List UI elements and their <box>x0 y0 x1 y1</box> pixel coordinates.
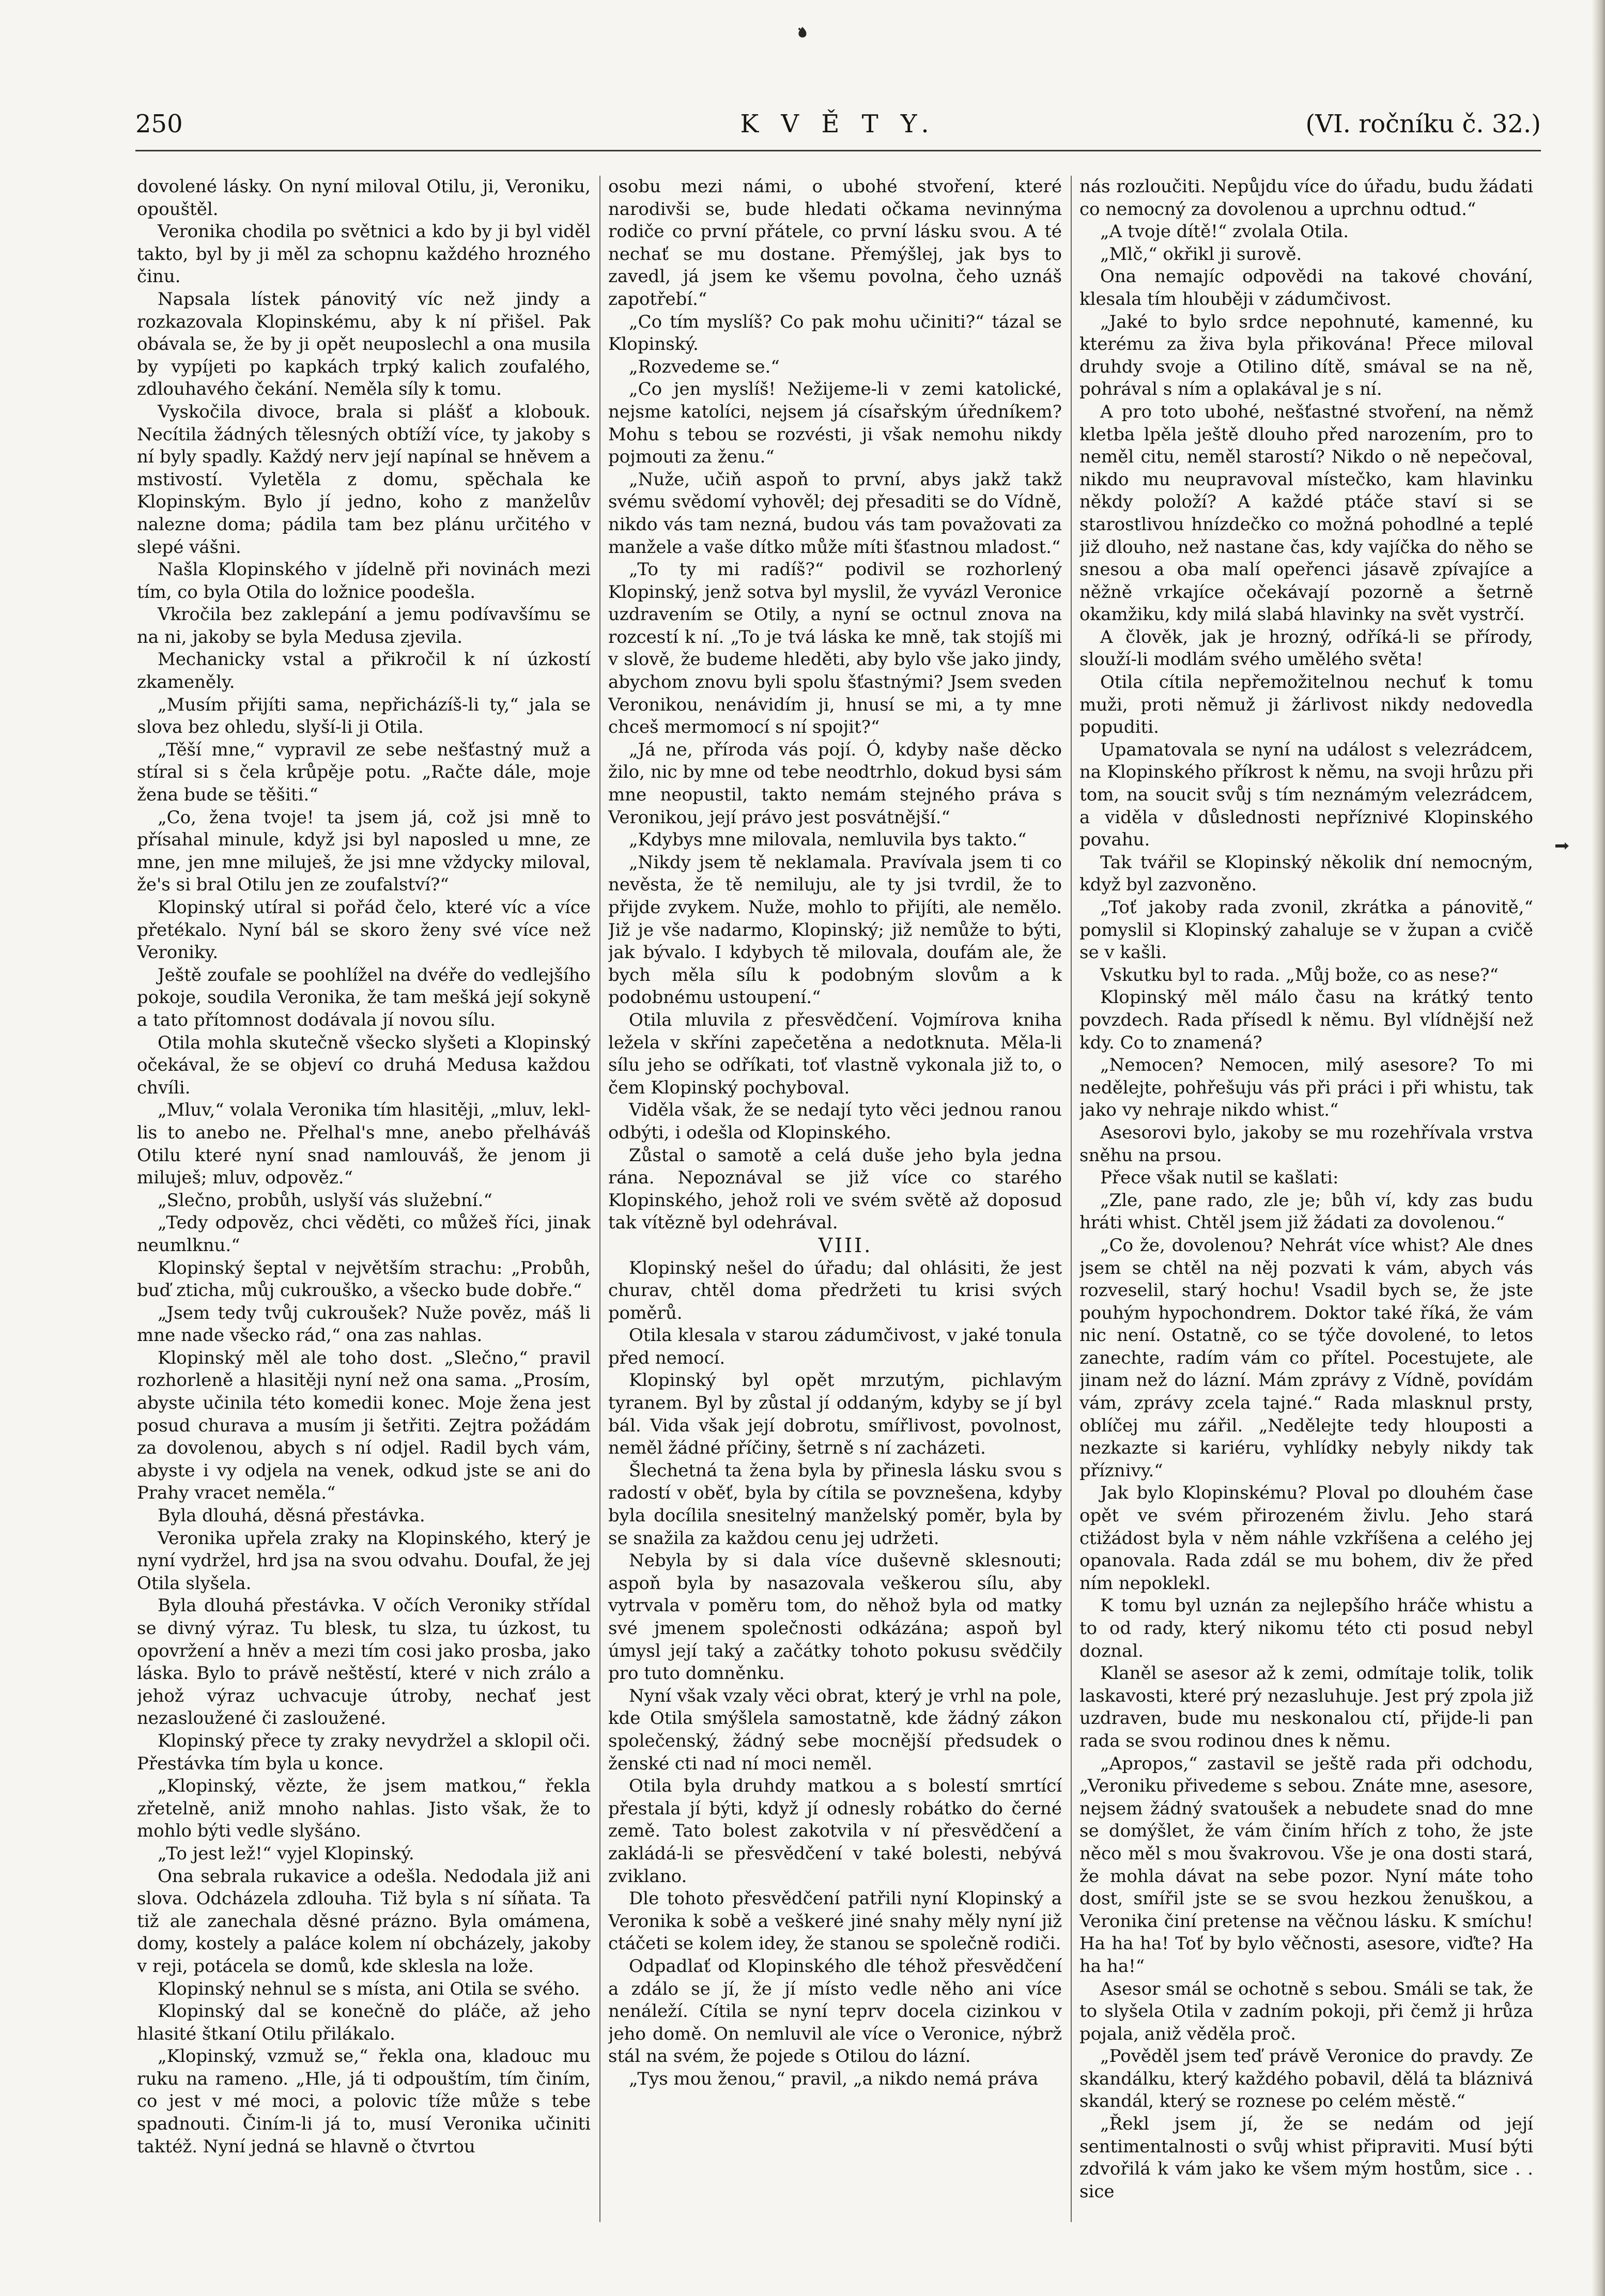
column-divider <box>599 176 600 2222</box>
paragraph: Klopinský nešel do úřadu; dal ohlásiti, že jest churav, chtěl doma předržeti tu krisi svých poměrů. <box>608 1257 1062 1323</box>
margin-arrow-icon <box>1555 842 1569 850</box>
paragraph: „Klopinský, vězte, že jsem matkou,“ řekla zřetelně, aniž mnoho nahlas. Jisto však, že to mohlo býti vedle slyšáno. <box>137 1776 591 1842</box>
paragraph: Jak bylo Klopinskému? Ploval po dlouhém čase opět ve svém přirozeném živlu. Jeho stará ctižádost byla v něm náhle vzkříšena a celého jej opanovala. Rada zdál se mu bohem, div že před ním nepoklekl. <box>1079 1483 1533 1594</box>
paragraph: Klopinský byl opět mrzutým, pichlavým tyranem. Byl by zůstal jí oddaným, kdyby se jí byl bál. Vida však její dobrotu, smířlivost, povolnost, neměl žádné příčiny, šetrně s ní zacházeti. <box>608 1370 1062 1459</box>
paragraph: Ona nemajíc odpovědi na takové chování, klesala tím hlouběji v zádumčivost. <box>1079 266 1533 310</box>
paragraph: Viděla však, že se nedají tyto věci jednou ranou odbýti, i odešla od Klopinského. <box>608 1100 1062 1143</box>
paragraph: „Já ne, příroda vás pojí. Ó, kdyby naše děcko žilo, nic by mne od tebe neodtrhlo, dokud bysi sám mne neopustil, takto nemám stejného práva s Veronikou, její právo jest posvátnější.“ <box>608 739 1062 828</box>
paragraph: A člověk, jak je hrozný, odříká-li se přírody, slouží-li modlám svého umělého světa! <box>1079 626 1533 670</box>
text-column-1 <box>137 176 591 2222</box>
journal-title: K V Ě T Y. <box>740 110 936 138</box>
paragraph: „Mlč,“ okřikl ji surově. <box>1100 243 1302 265</box>
paragraph: „Klopinský, vzmuž se,“ řekla ona, kladouc mu ruku na rameno. „Hle, já ti odpouštím, tím činím, co jest v mé moci, a polovic tíže může s tebe spadnouti. Činím-li já to, musí Veronika učiniti taktéž. Nyní jedná se hlavně o čtvrtou <box>137 2046 591 2157</box>
paragraph: Otila mluvila z přesvědčení. Vojmírova kniha ležela v skříni zapečetěna a nedotknuta. Měla-li sílu jeho se odříkati, toť vlastně vykonala již to, o čem Klopinský pochyboval. <box>608 1009 1062 1098</box>
paragraph: „Apropos,“ zastavil se ještě rada při odchodu, „Veroniku přivedeme s sebou. Znáte mne, asesore, nejsem žádný svatoušek a nebudete snad do mne se domýšlet, že vám činím hřích z toho, že jste něco měl s mou švakrovou. Vše je ona dosti stará, že mohla dávat na sebe pozor. Nyní máte toho dost, smířil jste se se svou hezkou ženuškou, a Veronika činí pretense na věčnou lásku. K smíchu! Ha ha ha! Toť by bylo věčnosti, asesore, viďte? Ha ha ha!“ <box>1079 1753 1533 1977</box>
paragraph: Šlechetná ta žena byla by přinesla lásku svou s radostí v oběť, byla by cítila se povznešena, kdyby byla docílila snesitelný manželský poměr, byla by se snažila za každou cenu jej udržeti. <box>608 1460 1062 1549</box>
paragraph: „Nikdy jsem tě neklamala. Pravívala jsem ti co nevěsta, že tě nemiluju, ale ty jsi tvrdil, že to přijde zvykem. Nuže, mohlo to přijíti, ale nemělo. Již je vše nadarmo, Klopinský; již nemůže to býti, jak bývalo. I kdybych tě milovala, doufám ale, že bych měla sílu k podobným slovům a k podobnému ustoupení.“ <box>608 852 1062 1008</box>
paragraph: Našla Klopinského v jídelně při novinách mezi tím, co byla Otila do ložnice poodešla. <box>137 559 591 603</box>
paragraph: „To jest lež!“ vyjel Klopinský. <box>158 1843 414 1864</box>
paragraph: „Jaké to bylo srdce nepohnuté, kamenné, ku kterému za živa byla přikována! Přece miloval druhdy svoje a Otilino dítě, smával se na ně, pohrával s ním a oplakával je s ní. <box>1079 311 1533 400</box>
paragraph: Nebyla by si dala více duševně sklesnouti; aspoň byla by nasazovala veškerou sílu, aby vytrvala v poměru tom, do něhož byla od matky své jmenem společnosti odkázána; aspoň byl úmysl její taký a začátky tohoto pokusu svědčily pro tuto domněnku. <box>608 1550 1062 1684</box>
paragraph: Klopinský utíral si pořád čelo, které víc a více přetékalo. Nyní bál se skoro ženy své více než Veroniky. <box>137 897 591 963</box>
paragraph: Otila cítila nepřemožitelnou nechuť k tomu muži, proti němuž ji žárlivost nikdy nedovedla popuditi. <box>1079 672 1533 738</box>
paragraph: „Musím přijíti sama, nepřicházíš-li ty,“ jala se slova bez ohledu, slyší-li ji Otila. <box>137 694 591 738</box>
paragraph: „Zle, pane rado, zle je; bůh ví, kdy zas budu hráti whist. Chtěl jsem již žádati za dovolenou.“ <box>1079 1190 1533 1234</box>
volume-note: (VI. ročníku č. 32.) <box>1305 110 1541 138</box>
paragraph: „Co, žena tvoje! ta jsem já, což jsi mně to přísahal minule, když jsi byl naposled u mne, ze mne, jen mne miluješ, že jsi mne vždycky miloval, že's si bral Otilu jen ze zoufalství?“ <box>137 807 591 896</box>
paragraph: Napsala lístek pánovitý víc než jindy a rozkazovala Klopinskému, aby k ní přišel. Pak obávala se, že by ji opět neuposlechl a ona musila by vypíjeti po kapkách trpký kalich zoufalého, zdlouhavého čekání. Neměla síly k tomu. <box>137 288 591 400</box>
paragraph: Klopinský měl málo času na krátký tento povzdech. Rada přísedl k němu. Byl vlídnější než kdy. Co to znamená? <box>1079 987 1533 1053</box>
paragraph: Přece však nutil se kašlati: <box>1100 1167 1339 1189</box>
paragraph: „Tedy odpověz, chci věděti, co můžeš říci, jinak neumlknu.“ <box>137 1212 591 1256</box>
paragraph: „Nuže, učiň aspoň to první, abys jakž takž svému svědomí vyhověl; dej přesaditi se do Vídně, nikdo vás tam nezná, budou vás tam považovati za manžele a vaše dítko může míti šťastnou mladost.“ <box>608 469 1062 558</box>
paragraph: Dle tohoto přesvědčení patřili nyní Klopinský a Veronika k sobě a veškeré jiné snahy měly nyní již ctáčeti se kolem idey, že stanou se společně rodiči. <box>608 1888 1062 1954</box>
paragraph: Mechanicky vstal a přikročil k ní úzkostí zkameněly. <box>137 649 591 693</box>
paragraph: Zůstal o samotě a celá duše jeho byla jedna rána. Nepoznával se již více co starého Klopinského, jehož roli ve svém světě až doposud tak vítězně byl odehrával. <box>608 1145 1062 1234</box>
paragraph: „Toť jakoby rada zvonil, zkrátka a pánovitě,“ pomyslil si Klopinský zahaluje se v župan a cvičě se v kašli. <box>1079 897 1533 963</box>
paragraph: „Jsem tedy tvůj cukroušek? Nuže pověz, máš li mne nade všecko rád,“ ona zas nahlas. <box>137 1302 591 1346</box>
paragraph: „Kdybys mne milovala, nemluvila bys takto.“ <box>629 829 1027 851</box>
paragraph: Odpadlať od Klopinského dle téhož přesvědčení a zdálo se jí, že jí místo vedle něho ani více nenáleží. Cítila se nyní teprv docela cizinkou v jeho domě. On nemluvil ale více o Veronice, nýbrž stál na svém, že pojede s Otilou do lázní. <box>608 1955 1062 2067</box>
paragraph: „Těší mne,“ vypravil ze sebe nešťastný muž a stíral si s čela krůpěje potu. „Račte dále, moje žena bude se těšiti.“ <box>137 739 591 806</box>
paragraph: Byla dlouhá, děsná přestávka. <box>158 1505 425 1527</box>
paragraph: Veronika chodila po světnici a kdo by ji byl viděl takto, byl by ji měl za schopnu každého hrozného činu. <box>137 221 591 287</box>
text-column-2 <box>608 176 1062 2222</box>
paragraph: nás rozloučiti. Nepůjdu více do úřadu, budu žádati co nemocný za dovolenou a uprchnu odtud.“ <box>1079 176 1533 220</box>
paragraph: Asesor smál se ochotně s sebou. Smáli se tak, že to slyšela Otila v zadním pokoji, při čemž ji hrůza pojala, aniž věděla proč. <box>1079 1978 1533 2044</box>
paragraph: Tak tvářil se Klopinský několik dní nemocným, když byl zazvoněno. <box>1079 852 1533 896</box>
paragraph: Byla dlouhá přestávka. V očích Veroniky střídal se divný výraz. Tu blesk, tu slza, tu úzkost, tu opovržení a hněv a mezi tím cosi jako prosba, jako láska. Bylo to právě neštěstí, které v nich zrálo a jehož výraz uchvacuje útroby, nechať jest nezasloužené či zasloužené. <box>137 1595 591 1729</box>
paragraph: „Mluv,“ volala Veronika tím hlasitěji, „mluv, lekl-lis to anebo ne. Přelhal's mne, anebo přelháváš Otilu které nyní snad namlouváš, že jenom ji miluješ; mluv, odpověz.“ <box>137 1100 591 1189</box>
paragraph: Nyní však vzaly věci obrat, který je vrhl na pole, kde Otila smýšlela samostatně, kde žádný zákon společenský, žádný sebe mocnější předsudek o ženské cti nad ní moci neměl. <box>608 1685 1062 1774</box>
header-rule <box>135 150 1541 151</box>
paragraph: osobu mezi námi, o ubohé stvoření, které narodivši se, bude hledati očkama nevinnýma rodiče co první přátele, co první lásku svou. A té nechať se mu dostane. Přemýšlej, jak bys to zavedl, já jsem ke všemu povolna, čeho uznáš zapotřebí.“ <box>608 176 1062 310</box>
ornament-icon <box>795 26 810 41</box>
paragraph: „Řekl jsem jí, že se nedám od její sentimentalnosti o svůj whist připraviti. Musí býti zdvořilá k vám jako ke všem mým hostům, sice . . sice <box>1079 2114 1533 2202</box>
paragraph: „Co že, dovolenou? Nehrát více whist? Ale dnes jsem se chtěl na něj pozvati k vám, abych vás rozveselil, starý hochu! Vsadil bych se, že jste pouhým hypochondrem. Doktor také říká, že vám nic není. Ostatně, co se týče dovolené, to letos zanechte, radím vám co přítel. Pocestujete, ale jinam než do lázní. Mám zprávy z Vídně, povídám vám, zprávy zcela tajné.“ Rada mlasknul prsty, oblíčej mu zářil. „Nedělejte tedy hlouposti a nezkazte si kariéru, vyhlídky nebyly nikdy tak příznivy.“ <box>1079 1235 1533 1481</box>
paragraph: dovolené lásky. On nyní miloval Otilu, ji, Veroniku, opouštěl. <box>137 176 591 220</box>
paragraph: „To ty mi radíš?“ podivil se rozhorlený Klopinský, jenž sotva byl myslil, že vyvázl Veronice uzdravením se Otily, a nyní se octnul znova na rozcestí k ní. „To je tvá láska ke mně, tak stojíš mi v slově, že budeme hleděti, aby bylo vše jako jindy, abychom znovu byli spolu šťastnými? Jsem sveden Veronikou, nenávidím ji, hnusí se mi, a ty mne chceš mermomocí s ní spojit?“ <box>608 559 1062 738</box>
page-edge-shadow <box>1592 0 1605 2296</box>
paragraph: „Nemocen? Nemocen, milý asesore? To mi nedělejte, pohřešuju vás při práci i při whistu, tak jako vy nehraje nikdo whist.“ <box>1079 1055 1533 1121</box>
paragraph: Klaněl se asesor až k zemi, odmítaje tolik, tolik laskavosti, které prý nezasluhuje. Jest prý zpola již uzdraven, bude mu neskonalou ctí, přijde-li pan rada se svou rodinou dnes k němu. <box>1079 1663 1533 1751</box>
paragraph: Vyskočila divoce, brala si plášť a klobouk. Necítila žádných tělesných obtíží více, ty jakoby s ní byly spadly. Každý nerv její napínal se hněvem a mstivostí. Vyletěla z domu, spěchala ke Klopinským. Bylo jí jedno, koho z manželův nalezne doma; pádila tam bez plánu určitého v slepé vášni. <box>137 401 591 558</box>
paragraph: Klopinský dal se konečně do pláče, až jeho hlasité štkaní Otilu přilákalo. <box>137 2001 591 2044</box>
chapter-heading: VIII. <box>818 1234 873 1257</box>
paragraph: Upamatovala se nyní na událost s velezrádcem, na Klopinského příkrost k němu, na svoji hrůzu při tom, na soucit svůj s tím neznámým velezrádcem, a viděla v důslednosti nepříznivé Klopinského povahu. <box>1079 739 1533 851</box>
paragraph: „Tys mou ženou,“ pravil, „a nikdo nemá práva <box>629 2068 1039 2089</box>
paragraph: K tomu byl uznán za nejlepšího hráče whistu a to od rady, který nikomu této cti posud nebyl doznal. <box>1079 1595 1533 1661</box>
paragraph: „Co jen myslíš! Nežijeme-li v zemi katolické, nejsme katolíci, nejsem já císařským úředníkem? Mohu s tebou se rozvésti, ji však nemohu nikdy pojmouti za ženu.“ <box>608 379 1062 468</box>
paragraph: „Co tím myslíš? Co pak mohu učiniti?“ tázal se Klopinský. <box>608 311 1062 355</box>
paragraph: Ještě zoufale se poohlížel na dvéře do vedlejšího pokoje, soudila Veronika, že tam mešká její sokyně a tato přítomnost dodávala jí novou sílu. <box>137 964 591 1030</box>
paragraph: Klopinský měl ale toho dost. „Slečno,“ pravil rozhorleně a hlasitěji nyní než ona sama. „Prosím, abyste učinila této komedii konec. Moje žena jest posud churava a musím ji šetřiti. Zejtra požádám za dovolenou, abych s ní odjel. Radil bych vám, abyste i vy odjela na venek, odkud jste se ani do Prahy vracet neměla.“ <box>137 1347 591 1504</box>
text-column-3 <box>1079 176 1533 2222</box>
paragraph: Klopinský přece ty zraky nevydržel a sklopil oči. Přestávka tím byla u konce. <box>137 1730 591 1774</box>
paragraph: Ona sebrala rukavice a odešla. Nedodala již ani slova. Odcházela zdlouha. Tiž byla s ní síňata. Ta tiž ale zanechala děsné prázno. Byla omámena, domy, kostely a paláce kolem ní obcházely, jakoby v reji, potácela se domů, kde sklesla na lože. <box>137 1866 591 1977</box>
paragraph: „Slečno, probůh, uslyší vás služební.“ <box>158 1190 492 1211</box>
paragraph: Vskutku byl to rada. „Můj bože, co as nese?“ <box>1100 964 1499 985</box>
paragraph: Asesorovi bylo, jakoby se mu rozehřívala vrstva sněhu na prsou. <box>1079 1122 1533 1166</box>
paragraph: Veronika upřela zraky na Klopinského, který je nyní vydržel, hrd jsa na svou odvahu. Doufal, že jej Otila slyšela. <box>137 1528 591 1594</box>
paragraph: Klopinský šeptal v největším strachu: „Probůh, buď zticha, můj cukrouško, a všecko bude dobře.“ <box>137 1257 591 1301</box>
paragraph: A pro toto ubohé, nešťastné stvoření, na němž kletba lpěla ještě dlouho před narozením, pro to neměl citu, neměl starostí? Nikdo o ně nepečoval, nikdo mu neupravoval místečko, kam hlavinku někdy položí? A každé ptáče staví si se starostlivou hnízdečko co možná pohodlné a teplé již dlouho, než nastane čas, kdy vajíčka do něho se snesou a oba malí opeřenci jásavě zpívajíce a něžně vrkajíce očekávají pozorně a šetrně okamžiku, kdy milá slabá hlavinky na svět vystrčí. <box>1079 401 1533 625</box>
page-number: 250 <box>135 110 183 138</box>
paragraph: „Pověděl jsem teď právě Veronice do pravdy. Ze skandálku, který každého pobavil, dělá ta bláznivá skandál, který se roznese po celém městě.“ <box>1079 2046 1533 2112</box>
paragraph: Vkročila bez zaklepání a jemu podívavšímu se na ni, jakoby se byla Medusa zjevila. <box>137 604 591 648</box>
paragraph: Otila klesala v starou zádumčivost, v jaké tonula před nemocí. <box>608 1325 1062 1368</box>
paragraph: Klopinský nehnul se s místa, ani Otila se svého. <box>158 1978 580 1999</box>
paragraph: Otila mohla skutečně všecko slyšeti a Klopinský očekával, že se objeví co druhá Medusa každou chvíli. <box>137 1032 591 1098</box>
paragraph: „Rozvedeme se.“ <box>629 356 780 377</box>
paragraph: Otila byla druhdy matkou a s bolestí smrtící přestala jí býti, když jí odnesly robátko do černé země. Tato bolest zakotvila v ní přesvědčení a zakládá-li se přesvědčení v také bolesti, nebývá zviklano. <box>608 1776 1062 1887</box>
column-divider <box>1071 176 1072 2222</box>
paragraph: „A tvoje dítě!“ zvolala Otila. <box>1100 221 1349 242</box>
running-head <box>135 106 1541 142</box>
